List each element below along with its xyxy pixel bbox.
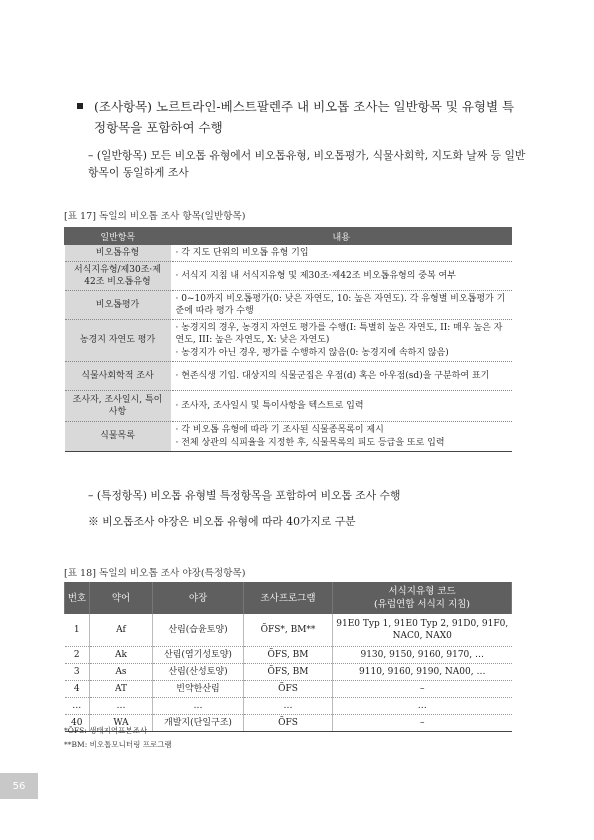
- footnote-ofs: *ÕFS: 생태지역표본조사: [64, 726, 148, 735]
- table-row: [65, 680, 512, 697]
- table17-content: · 각 지도 단위의 비오톱 유형 기입: [171, 245, 512, 262]
- table18-no: 40: [65, 714, 90, 731]
- note-field-sheets: ※ 비오톱조사 야장은 비오톱 유형에 따라 40가지로 구분: [88, 515, 356, 528]
- table18-header-abbr: 약어: [90, 582, 153, 614]
- table17: [64, 227, 512, 452]
- table18-sheet: …: [153, 697, 244, 714]
- table17-content: · 0~10까지 비오톱평가(0: 낮은 자연도, 10: 높은 자연도). 각 유형별 비오톱평가 기준에 따라 평가 수행: [171, 291, 512, 320]
- table18-sheet: 산림(습윤토양): [153, 614, 244, 646]
- table18-code: –: [333, 714, 512, 731]
- table18-sheet: 산림(산성토양): [153, 663, 244, 680]
- table18-sheet: 개발지(단일구조): [153, 714, 244, 731]
- table17-content: · 현존식생 기입. 대상지의 식물군집은 우점(d) 혹은 아우점(sd)을 구분하여 표기: [171, 362, 512, 391]
- table18-abbr: Af: [90, 614, 153, 646]
- paragraph-survey-items: (조사항목) 노르트라인-베스트팔렌주 내 비오톱 조사는 일반항목 및 유형별 특정항목을 포함하여 수행: [94, 99, 515, 135]
- table18-abbr: AT: [90, 680, 153, 697]
- table18-program: ÕFS, BM: [244, 663, 333, 680]
- bullet-square-icon: [77, 103, 83, 109]
- table-row: [65, 614, 512, 646]
- table17-header-item: 일반항목: [65, 228, 172, 245]
- table17-item: 비오톱평가: [65, 291, 172, 320]
- table-row: [65, 245, 512, 262]
- table-row: [65, 663, 512, 680]
- table-row: [65, 320, 512, 362]
- table18-no: 1: [65, 614, 90, 646]
- table-row: [65, 697, 512, 714]
- table18-code: 9110, 9160, 9190, NA00, …: [333, 663, 512, 680]
- table18-header-code-subtitle: (유럽연합 서식지 지침): [373, 599, 471, 610]
- table17-item: 조사자, 조사일시, 특이사항: [65, 391, 172, 422]
- table17-content: · 조사자, 조사일시 및 특이사항을 텍스트로 입력: [171, 391, 512, 422]
- table18-program: ÕFS*, BM**: [244, 614, 333, 646]
- table-row: [65, 422, 512, 452]
- table17-content: · 서식지 지침 내 서식지유형 및 제30조·제42조 비오톱유형의 중복 여부: [171, 262, 512, 291]
- table18-no: …: [65, 697, 90, 714]
- table18-code: 9130, 9150, 9160, 9170, …: [333, 646, 512, 663]
- table18-header-code: [333, 582, 512, 614]
- table18-code: …: [333, 697, 512, 714]
- table17-item: 농경지 자연도 평가: [65, 320, 172, 362]
- table17-item: 비오톱유형: [65, 245, 172, 262]
- paragraph-general-items: – (일반항목) 모든 비오톱 유형에서 비오톱유형, 비오톱평가, 식물사회학, 지도화 날짜 등 일반항목이 동일하게 조사: [88, 149, 526, 179]
- table17-item: 식물목록: [65, 422, 172, 452]
- table18-code: –: [333, 680, 512, 697]
- table-row: [65, 391, 512, 422]
- footnote-bm: **BM: 비오톱모니터링 프로그램: [64, 740, 172, 749]
- table18-program: ÕFS, BM: [244, 646, 333, 663]
- table18-abbr: As: [90, 663, 153, 680]
- table18-abbr: WA: [90, 714, 153, 731]
- table18-header-no: 번호: [65, 582, 90, 614]
- table18-program: ÕFS: [244, 714, 333, 731]
- table-row: [65, 362, 512, 391]
- table18-abbr: …: [90, 697, 153, 714]
- table18: [64, 582, 512, 732]
- table18-program: ÕFS: [244, 680, 333, 697]
- table18-no: 3: [65, 663, 90, 680]
- table18-no: 4: [65, 680, 90, 697]
- table17-header-content: 내용: [171, 228, 512, 245]
- table17-caption: [표 17] 독일의 비오톱 조사 항목(일반항목): [64, 211, 246, 222]
- table18-program: …: [244, 697, 333, 714]
- table-row: [65, 646, 512, 663]
- table18-abbr: Ak: [90, 646, 153, 663]
- table18-caption: [표 18] 독일의 비오톱 조사 야장(특정항목): [64, 568, 246, 579]
- table18-sheet: 산림(염기성토양): [153, 646, 244, 663]
- table18-header-code-title: 서식지유형 코드: [388, 586, 456, 597]
- page-number: 56: [0, 773, 38, 799]
- table17-item: 식물사회학적 조사: [65, 362, 172, 391]
- table17-content: · 농경지의 경우, 농경지 자연도 평가를 수행(I: 특별히 높은 자연도, II: 매우 높은 자연도, III: 높은 자연도, X: 낮은 자연도) · 농경지가 아닌 경우, 평가를 수행하지 않음(0: 농경지에 속하지 않음): [171, 320, 512, 362]
- table18-code: 91E0 Typ 1, 91E0 Typ 2, 91D0, 91F0, NAC0, NAX0: [333, 614, 512, 646]
- table-row: [65, 262, 512, 291]
- paragraph-specific-items: – (특정항목) 비오톱 유형별 특정항목을 포함하여 비오톱 조사 수행: [88, 489, 401, 502]
- table18-header-program: 조사프로그램: [244, 582, 333, 614]
- table18-header-sheet: 야장: [153, 582, 244, 614]
- table-row: [65, 291, 512, 320]
- table17-content: · 각 비오톱 유형에 따라 기 조사된 식물종목록이 제시 · 전체 상관의 식피율을 지정한 후, 식물목록의 피도 등급을 또로 입력: [171, 422, 512, 452]
- table18-sheet: 빈약한산림: [153, 680, 244, 697]
- table17-item: 서식지유형/제30조·제42조 비오톱유형: [65, 262, 172, 291]
- table18-no: 2: [65, 646, 90, 663]
